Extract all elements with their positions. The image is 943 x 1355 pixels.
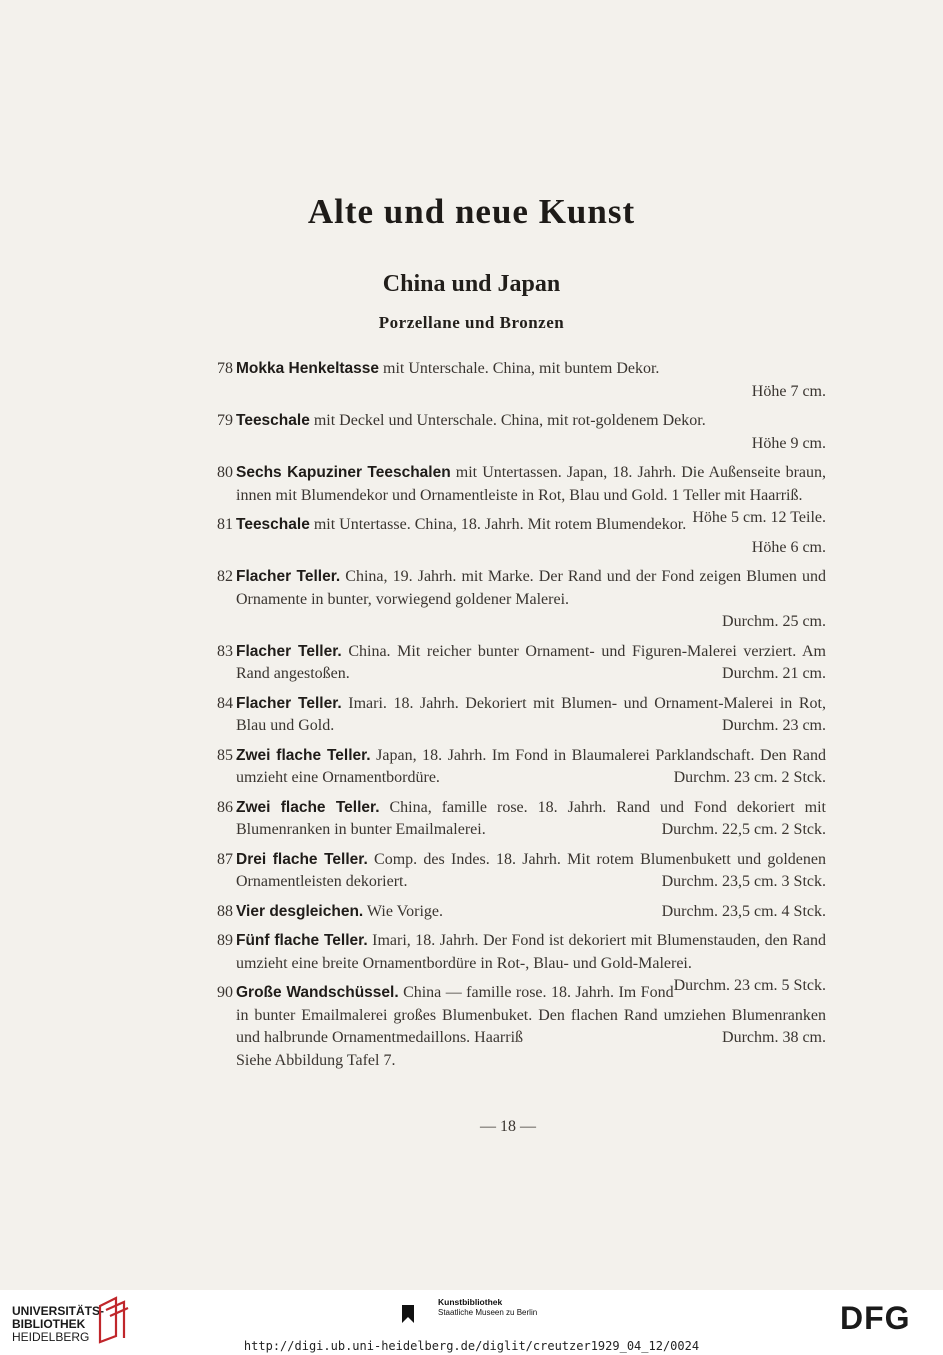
catalog-entry — [203, 693, 826, 738]
entry-measure: Höhe 5 cm. 12 Teile. — [692, 509, 826, 526]
kunstbibliothek-logo-icon — [400, 1299, 433, 1327]
entry-number: 79 — [217, 412, 233, 429]
source-url[interactable]: http://digi.ub.uni-heidelberg.de/diglit/creutzer1929_04_12/0024 — [243, 1339, 700, 1353]
entry-measure: Höhe 6 cm. — [751, 538, 826, 556]
entry-name: Flacher Teller. — [236, 694, 342, 712]
entry-number: 90 — [217, 984, 233, 1001]
kb-line-2: Staatliche Museen zu Berlin — [438, 1308, 538, 1317]
catalog-entries — [203, 358, 826, 1079]
entry-measure: Durchm. 23 cm. 5 Stck. — [673, 977, 826, 994]
section-subtitle: Porzellane und Bronzen — [378, 313, 565, 332]
entry-text: Imari, 18. Jahrh. Der Fond ist dekoriert mit Blumenstauden, den Rand umzieht eine breite Ornamentbordüre in Rot-, Blau- und Gold-Malerei. — [236, 932, 826, 972]
entry-number: 86 — [217, 798, 233, 816]
entry-number: 89 — [217, 932, 233, 949]
entry-name: Flacher Teller. — [236, 642, 342, 660]
kb-line-1: Kunstbibliothek — [438, 1297, 503, 1307]
dfg-logo[interactable]: DFG — [840, 1300, 911, 1336]
entry-text: mit Unterschale. China, mit buntem Dekor. — [379, 360, 660, 377]
entry-number: 88 — [217, 902, 233, 920]
entry-number: 83 — [217, 642, 233, 660]
entry-number: 84 — [217, 694, 233, 712]
entry-text: mit Untertasse. China, 18. Jahrh. Mit rotem Blumendekor. — [309, 516, 687, 533]
entry-name: Mokka Henkeltasse — [236, 360, 380, 377]
entry-text: China — famille rose. 18. Jahrh. Im Fond in bunter Emailmalerei großes Blumenbuket. Den flachen Rand umziehen Blumenranken und halbrunde Ornamentmedaillons. Haarriß — [236, 984, 826, 1046]
uni-line-3: HEIDELBERG — [12, 1330, 90, 1344]
entry-measure: Durchm. 23 cm. — [722, 717, 826, 734]
uni-line-2: BIBLIOTHEK — [12, 1317, 86, 1331]
entry-text: China, famille rose. 18. Jahrh. Rand und Fond dekoriert mit Blumenranken in bunter Emailmalerei. — [236, 798, 826, 838]
entry-name: Zwei flache Teller. — [236, 798, 380, 816]
uni-line-1: UNIVERSITÄTS- — [12, 1304, 105, 1318]
entry-number: 85 — [217, 746, 233, 764]
entry-measure: Höhe 7 cm. — [751, 382, 826, 400]
entry-name: Zwei flache Teller. — [236, 746, 371, 764]
entry-measure: Durchm. 22,5 cm. 2 Stck. — [661, 821, 826, 838]
entry-name: Flacher Teller. — [236, 568, 341, 585]
university-library-logo-icon — [96, 1296, 130, 1344]
catalog-entry — [203, 901, 826, 924]
entry-name: Sechs Kapuziner Teeschalen — [236, 464, 451, 481]
section-title: China und Japan — [382, 271, 561, 297]
catalog-entry — [203, 849, 826, 894]
catalog-entry — [203, 641, 826, 686]
entry-text: Japan, 18. Jahrh. Im Fond in Blaumalerei Parklandschaft. Den Rand umzieht eine Ornamentbordüre. — [236, 746, 827, 786]
catalog-entry — [203, 410, 826, 455]
catalog-entry — [203, 514, 826, 559]
entry-text: Wie Vorige. — [363, 902, 444, 920]
catalog-entry — [203, 745, 826, 790]
entry-name: Teeschale — [236, 412, 310, 429]
page-number: — 18 — — [480, 1118, 536, 1135]
entry-text: China. Mit reicher bunter Ornament- und Figuren-Malerei verziert. Am Rand angestoßen. — [236, 642, 826, 682]
entry-text: mit Untertassen. Japan, 18. Jahrh. Die Außenseite braun, innen mit Blumendekor und Ornamentleiste in Rot, Blau und Gold. 1 Teller mit Haarriß. — [236, 464, 827, 504]
entry-measure: Durchm. 23,5 cm. 4 Stck. — [661, 902, 826, 920]
entry-measure: Durchm. 25 cm. — [722, 613, 826, 630]
entry-name: Fünf flache Teller. — [236, 932, 368, 949]
catalog-entry — [203, 797, 826, 842]
entry-number: 81 — [217, 516, 233, 533]
entry-measure: Durchm. 23 cm. 2 Stck. — [673, 769, 826, 786]
entry-measure: Durchm. 38 cm. — [722, 1029, 826, 1046]
entry-name: Teeschale — [236, 516, 310, 533]
catalog-entry — [203, 566, 826, 634]
catalog-entry — [203, 982, 826, 1072]
entry-name: Drei flache Teller. — [236, 850, 368, 868]
entry-measure: Durchm. 23,5 cm. 3 Stck. — [661, 873, 826, 890]
catalog-entry — [203, 358, 826, 403]
entry-measure: Höhe 9 cm. — [751, 434, 826, 452]
entry-number: 82 — [217, 568, 233, 585]
entry-number: 87 — [217, 850, 233, 868]
entry-number: 78 — [217, 360, 233, 377]
kunstbibliothek-logo-text[interactable] — [438, 1297, 537, 1318]
entry-text: China, 19. Jahrh. mit Marke. Der Rand und der Fond zeigen Blumen und Ornamente in bunter, vorwiegend goldener Malerei. — [236, 568, 826, 608]
entry-number: 80 — [217, 464, 233, 481]
entry-text: Imari. 18. Jahrh. Dekoriert mit Blumen- und Ornament-Malerei in Rot, Blau und Gold. — [236, 694, 826, 734]
entry-measure: Durchm. 21 cm. — [722, 665, 826, 682]
entry-text: mit Deckel und Unterschale. China, mit rot-goldenem Dekor. — [309, 412, 706, 429]
entry-extra: Siehe Abbildung Tafel 7. — [236, 1051, 396, 1069]
entry-name: Vier desgleichen. — [236, 902, 364, 920]
entry-text: Comp. des Indes. 18. Jahrh. Mit rotem Blumenbukett und goldenen Ornamentleisten dekoriert. — [236, 850, 826, 890]
page-title: Alte und neue Kunst — [307, 192, 636, 231]
entry-name: Große Wandschüssel. — [236, 984, 399, 1001]
